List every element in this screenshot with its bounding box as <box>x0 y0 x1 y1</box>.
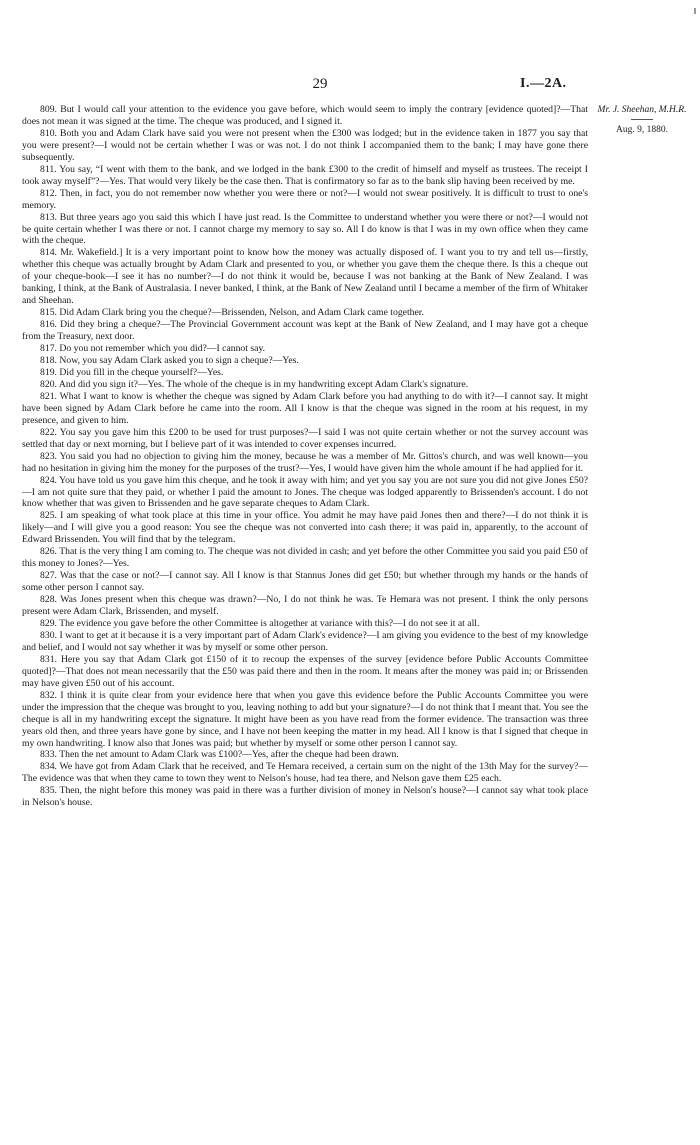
question-paragraph: 816. Did they bring a cheque?—The Provincial Government account was kept at the Bank of New Zealand, and I may have got a cheque from the Treasury, next door. <box>22 319 588 343</box>
question-paragraph: 810. Both you and Adam Clark have said you were not present when the £300 was lodged; but in the evidence taken in 1877 you say that you were present?—I would not be certain whether I was or was not. I do not think I accompanied them to the bank; I may have gone there subsequently. <box>22 127 588 163</box>
question-paragraph: 834. We have got from Adam Clark that he received, and Te Hemara received, a certain sum on the night of the 13th May for the survey?—The evidence was that when they came to town they went to Nelson's house, had tea there, and Nelson gave them £25 each. <box>22 761 588 785</box>
evidence-body <box>22 104 588 809</box>
question-paragraph: 809. But I would call your attention to the evidence you gave before, which would seem to imply the contrary [evidence quoted]?—That does not mean it was signed at the time. The cheque was produced, and I signed it. <box>22 104 588 127</box>
question-paragraph: 825. I am speaking of what took place at this time in your office. You admit he may have paid Jones then and there?—I do not think it is likely—and I will give you a good reason: You see the cheque was not converted into cash there; it was paid in, apparently, to the account of Edward Brissenden. You will find that by the telegram. <box>22 510 588 546</box>
question-paragraph: 832. I think it is quite clear from your evidence here that when you gave this evidence before the Public Accounts Committee you were under the impression that the cheque was brought to you, leaving nothing to add but your signature?—I do not think that I meant that. You see the cheque is all in my handwriting except the signature. It might have been as you have read from the former evidence. The transaction was three years old then, and three years have gone by since, and I have not been keeping the matter in my head. All I know is that I signed that cheque in my own handwriting. I know also that Jones was paid; but whether by myself or some other person I cannot say. <box>22 689 588 749</box>
margin-rule <box>631 119 653 120</box>
corner-mark <box>694 8 696 14</box>
margin-note <box>592 104 692 136</box>
question-paragraph: 814. Mr. Wakefield.] It is a very important point to know how the money was actually disposed of. I want you to try and tell us—firstly, whether this cheque was actually brought by Adam Clark and presented to you, or whether you gave them the cheque there. Is this a cheque out of your cheque-book—I see it has no number?—I do not think it would be, because I was not banking at the Bank of New Zealand. I was banking, I think, at the Bank of Australasia. I never banked, I think, at the Bank of New Zealand until I became a member of the firm of Whitaker and Sheehan. <box>22 247 588 307</box>
question-paragraph: 819. Did you fill in the cheque yourself?—Yes. <box>40 366 224 378</box>
paper-reference: I.—2A. <box>520 76 567 91</box>
question-paragraph: 826. That is the very thing I am coming to. The cheque was not divided in cash; and yet before the other Committee you said you paid £50 of this money to Jones?—Yes. <box>22 546 588 570</box>
question-paragraph: 821. What I want to know is whether the cheque was signed by Adam Clark before you had anything to do with it?—I cannot say. It might have been signed by Adam Clark before he came into the room. All I know is that the cheque was signed in the room at his request, in my presence, and given to him. <box>22 390 588 426</box>
question-paragraph: 830. I want to get at it because it is a very important part of Adam Clark's evidence?—I am giving you evidence to the best of my knowledge and belief, and I would not say whether it was by myself or some other person. <box>22 629 588 653</box>
question-paragraph: 824. You have told us you gave him this cheque, and he took it away with him; and yet you say you are not sure you did not give Jones £50?—I am not quite sure that they paid, or whether I paid the amount to Jones. The cheque was lodged apparently to Brissenden's account. I do not know whether that was given to Brissenden and he gave separate cheques to Adam Clark. <box>22 474 588 510</box>
question-paragraph: 827. Was that the case or not?—I cannot say. All I know is that Stannus Jones did get £50; but whether through my hands or the hands of some other person I cannot say. <box>22 570 588 594</box>
question-paragraph: 823. You said you had no objection to giving him the money, because he was a member of Mr. Gittos's church, and was well known—you had no hesitation in giving him the money for the purposes of the trust?—Yes, I would have given him the whole amount if he had applied for it. <box>22 450 588 474</box>
question-paragraph: 828. Was Jones present when this cheque was drawn?—No, I do not think he was. Te Hemara was not present. I think the only persons present were Adam Clark, Brissenden, and myself. <box>22 594 588 618</box>
question-paragraph: 812. Then, in fact, you do not remember now whether you were there or not?—I would not swear positively. It is difficult to trust to one's memory. <box>22 187 588 211</box>
question-paragraph: 815. Did Adam Clark bring you the cheque?—Brissenden, Nelson, and Adam Clark came together. <box>40 307 424 319</box>
question-paragraph: 835. Then, the night before this money was paid in there was a further division of money in Nelson's house?—I cannot say what took place in Nelson's house. <box>22 785 588 809</box>
question-paragraph: 818. Now, you say Adam Clark asked you to sign a cheque?—Yes. <box>40 355 299 367</box>
evidence-date: Aug. 9, 1880. <box>616 125 668 135</box>
question-paragraph: 833. Then the net amount to Adam Clark was £100?—Yes, after the cheque had been drawn. <box>40 749 399 761</box>
question-paragraph: 820. And did you sign it?—Yes. The whole of the cheque is in my handwriting except Adam Clark's signature. <box>40 378 469 390</box>
page-number: 29 <box>312 76 328 92</box>
question-paragraph: 813. But three years ago you said this which I have just read. Is the Committee to understand whether you were there or not?—I would not be quite certain whether I was there or not. I cannot charge my memory to say so. All I do know is that I was in my own office when they came with the cheque. <box>22 211 588 247</box>
question-paragraph: 829. The evidence you gave before the other Committee is altogether at variance with this?—I do not see it at all. <box>40 617 480 629</box>
question-paragraph: 811. You say, “I went with them to the bank, and we lodged in the bank £300 to the credit of himself and myself as trustees. The receipt I took away myself”?—Yes. That would very likely be the case then. That is confirmatory so far as to the bank slip having been received by me. <box>22 163 588 187</box>
witness-name: Mr. J. Sheehan, M.H.R. <box>597 105 687 115</box>
question-paragraph: 822. You say you gave him this £200 to be used for trust purposes?—I said I was not quite certain whether or not the survey account was settled that day or next morning, but I believe part of it was intended to cover expenses incurred. <box>22 426 588 450</box>
question-paragraph: 817. Do you not remember which you did?—I cannot say. <box>40 343 266 355</box>
question-paragraph: 831. Here you say that Adam Clark got £150 of it to recoup the expenses of the survey [evidence before Public Accounts Committee quoted]?—That does not mean necessarily that the £50 was paid there and then in the room. It means after the money was paid in; or Brissenden may have given £50 out of his account. <box>22 653 588 689</box>
